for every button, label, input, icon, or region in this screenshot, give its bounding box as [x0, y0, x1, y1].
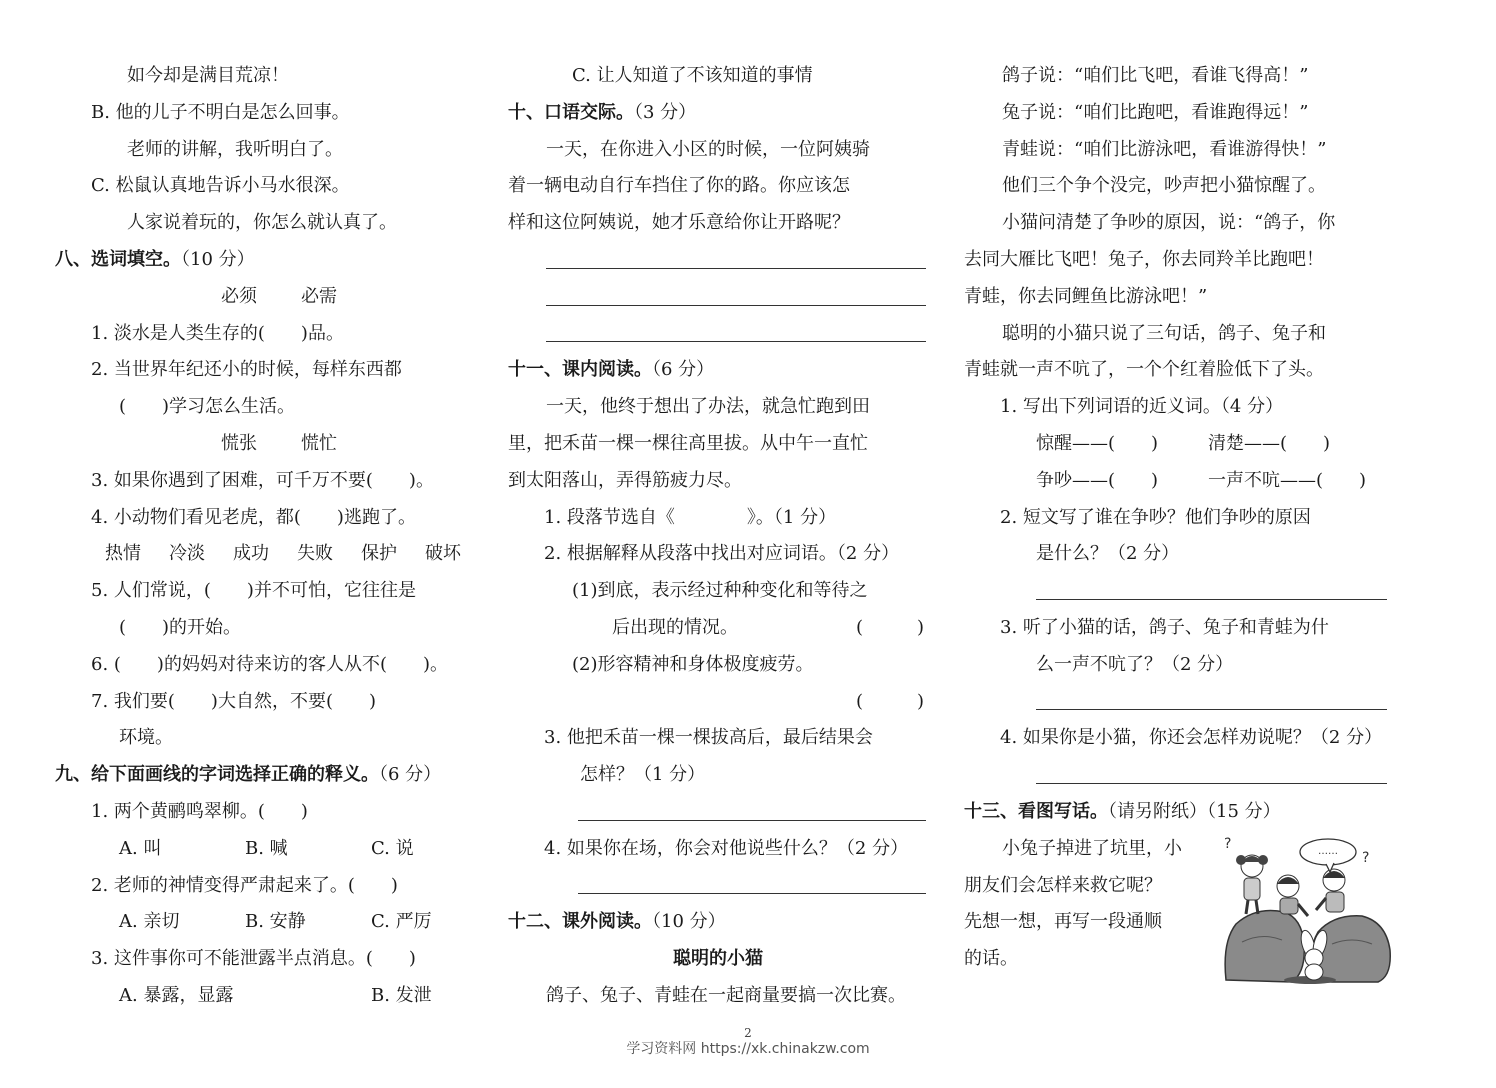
paragraph-line: 样和这位阿姨说，她才乐意给你让开路呢？: [508, 212, 850, 234]
word: 慌忙: [301, 432, 337, 454]
section-score: （10 分）: [181, 248, 255, 270]
section-score: （6 分）: [652, 359, 715, 381]
svg-text:?: ?: [1224, 836, 1232, 852]
option: B. 安静: [245, 911, 306, 933]
paragraph-line: 着一辆电动自行车挡住了你的路。你应该怎: [508, 175, 850, 197]
section-score: （3 分）: [634, 101, 697, 123]
paragraph-line: 一天，在你进入小区的时候，一位阿姨骑: [546, 138, 870, 160]
section-score: （10 分）: [652, 911, 726, 933]
paragraph-line: 鸽子说：“咱们比飞吧，看谁飞得高！”: [1002, 65, 1309, 86]
line: 如今却是满目荒凉！: [127, 65, 289, 86]
option-b: B. 他的儿子不明白是怎么回事。: [91, 101, 350, 123]
answer-paren[interactable]: ( ): [855, 616, 924, 638]
question: 6. ( )的妈妈对待来访的客人从不( )。: [91, 653, 448, 675]
question: 3. 听了小猫的话，鸽子、兔子和青蛙为什: [1000, 616, 1329, 638]
word-bank: [55, 279, 475, 316]
paragraph-line: 朋友们会怎样来救它呢？: [964, 874, 1162, 896]
question: 4. 小动物们看见老虎，都( )逃跑了。: [91, 506, 416, 528]
sub-question: (2)形容精神和身体极度疲劳。: [572, 653, 814, 675]
story-title: 聪明的小猫: [673, 948, 763, 970]
line: 老师的讲解，我听明白了。: [127, 138, 343, 160]
rescue-illustration: [1222, 832, 1392, 984]
answer-line[interactable]: [508, 242, 928, 279]
options: [55, 978, 475, 1015]
question-cont: 怎样？（1 分）: [580, 764, 706, 786]
speech-bubble-text: ……: [1318, 846, 1338, 857]
options: [55, 904, 475, 941]
question-cont: 么一声不吭了？（2 分）: [1036, 653, 1234, 675]
synonym-blank[interactable]: 惊醒——( ): [1036, 432, 1159, 454]
word: 必须: [221, 285, 257, 307]
answer-line[interactable]: [508, 316, 928, 353]
question: 1. 两个黄鹂鸣翠柳。( ): [91, 800, 308, 822]
section-8-heading: [55, 242, 475, 279]
synonym-blank[interactable]: 争吵——( ): [1036, 469, 1159, 491]
answer-line[interactable]: [964, 684, 1389, 721]
footer-watermark: 学习资料网 https://xk.chinakzw.com: [626, 1041, 870, 1057]
section-title: 十一、课内阅读。: [508, 359, 652, 381]
answer-row: [964, 426, 1389, 463]
paragraph-line: 去同大雁比飞吧！兔子，你去同羚羊比跑吧！: [964, 248, 1324, 270]
answer-line[interactable]: [964, 757, 1389, 794]
section-title: 九、给下面画线的字词选择正确的释义。: [55, 764, 379, 786]
option: B. 喊: [245, 837, 288, 859]
section-9-heading: [55, 757, 475, 794]
answer-line[interactable]: [508, 279, 928, 316]
question: 2. 短文写了谁在争吵？他们争吵的原因: [1000, 506, 1311, 528]
question: 3. 他把禾苗一棵一棵拔高后，最后结果会: [544, 727, 873, 749]
line: 人家说着玩的，你怎么就认真了。: [127, 212, 397, 234]
middle-column: [508, 58, 928, 1015]
word: 失败: [297, 543, 333, 565]
question: 2. 当世界年纪还小的时候，每样东西都: [91, 359, 402, 381]
question: 3. 这件事你可不能泄露半点消息。( ): [91, 948, 416, 970]
sub-question-cont: [508, 610, 928, 647]
question: 1. 写出下列词语的近义词。（4 分）: [1000, 396, 1284, 418]
synonym-blank[interactable]: 一声不吭——( ): [1208, 469, 1367, 491]
question-cont: ( )学习怎么生活。: [119, 396, 296, 418]
paragraph-line: 他们三个争个没完，吵声把小猫惊醒了。: [1002, 175, 1326, 197]
section-score: （6 分）: [379, 764, 442, 786]
paragraph-line: 里，把禾苗一棵一棵往高里拔。从中午一直忙: [508, 432, 868, 454]
section-title: 十、口语交际。: [508, 101, 634, 123]
word: 成功: [233, 543, 269, 565]
question: 2. 老师的神情变得严肃起来了。( ): [91, 874, 398, 896]
option: B. 发泄: [371, 984, 432, 1006]
question-cont: 是什么？（2 分）: [1036, 543, 1180, 565]
answer-paren[interactable]: ( ): [855, 690, 924, 712]
paragraph-line: 青蛙就一声不吭了，一个个红着脸低下了头。: [964, 359, 1324, 381]
section-score: （请另附纸）（15 分）: [1108, 800, 1281, 822]
section-12-heading: [508, 904, 928, 941]
paragraph-line: 鸽子、兔子、青蛙在一起商量要搞一次比赛。: [546, 984, 906, 1006]
question: 7. 我们要( )大自然，不要( ): [91, 690, 376, 712]
option: C. 说: [371, 837, 414, 859]
question: 1. 淡水是人类生存的( )品。: [91, 322, 344, 344]
sub-question-text: 后出现的情况。: [612, 616, 738, 638]
answer-row: [508, 684, 928, 721]
word: 热情: [105, 543, 141, 565]
section-13-heading: [964, 794, 1389, 831]
synonym-blank[interactable]: 清楚——( ): [1208, 432, 1331, 454]
question-cont: 环境。: [119, 727, 173, 749]
word: 冷淡: [169, 543, 205, 565]
section-title: 十二、课外阅读。: [508, 911, 652, 933]
question: 2. 根据解释从段落中找出对应词语。（2 分）: [544, 543, 900, 565]
question: 4. 如果你是小猫，你还会怎样劝说呢？（2 分）: [1000, 727, 1383, 749]
option: A. 叫: [119, 837, 162, 859]
word-bank: [55, 426, 475, 463]
question: 4. 如果你在场，你会对他说些什么？（2 分）: [544, 837, 909, 859]
option: A. 亲切: [119, 911, 180, 933]
option: A. 暴露，显露: [119, 984, 234, 1006]
svg-text:?: ?: [1362, 850, 1370, 866]
paragraph-line: 小兔子掉进了坑里，小: [1002, 837, 1182, 859]
paragraph-line: 先想一想，再写一段通顺: [964, 911, 1162, 933]
paragraph-line: 青蛙说：“咱们比游泳吧，看谁游得快！”: [1002, 138, 1327, 160]
answer-line[interactable]: [508, 868, 928, 905]
answer-line[interactable]: [964, 573, 1389, 610]
word: 破坏: [425, 543, 461, 565]
paragraph-line: 青蛙，你去同鲤鱼比游泳吧！”: [964, 285, 1208, 307]
paragraph-line: 到太阳落山，弄得筋疲力尽。: [508, 469, 742, 491]
options: [55, 831, 475, 868]
answer-row: [964, 463, 1389, 500]
option-c: C. 松鼠认真地告诉小马水很深。: [91, 175, 350, 197]
option-c: C. 让人知道了不该知道的事情: [572, 65, 813, 86]
question-cont: ( )的开始。: [119, 616, 242, 638]
section-title: 八、选词填空。: [55, 248, 181, 270]
section-10-heading: [508, 95, 928, 132]
word: 慌张: [221, 432, 257, 454]
question: 1. 段落节选自《 》。（1 分）: [544, 506, 837, 528]
paragraph-line: 小猫问清楚了争吵的原因，说：“鸽子，你: [1002, 212, 1336, 234]
left-column: [55, 58, 475, 1015]
paragraph-line: 聪明的小猫只说了三句话，鸽子、兔子和: [1002, 322, 1326, 344]
question: 3. 如果你遇到了困难，可千万不要( )。: [91, 469, 434, 491]
paragraph-line: 一天，他终于想出了办法，就急忙跑到田: [546, 396, 870, 418]
section-title: 十三、看图写话。: [964, 800, 1108, 822]
section-11-heading: [508, 352, 928, 389]
paragraph-line: 兔子说：“咱们比跑吧，看谁跑得远！”: [1002, 101, 1309, 123]
question: 5. 人们常说，( )并不可怕，它往往是: [91, 580, 416, 602]
option: C. 严厉: [371, 911, 432, 933]
word: 必需: [301, 285, 337, 307]
word: 保护: [361, 543, 397, 565]
sub-question: (1)到底，表示经过种种变化和等待之: [572, 580, 868, 602]
page-number: 2: [744, 1026, 752, 1040]
word-bank: [55, 536, 475, 573]
answer-line[interactable]: [508, 794, 928, 831]
paragraph-line: 的话。: [964, 948, 1018, 970]
